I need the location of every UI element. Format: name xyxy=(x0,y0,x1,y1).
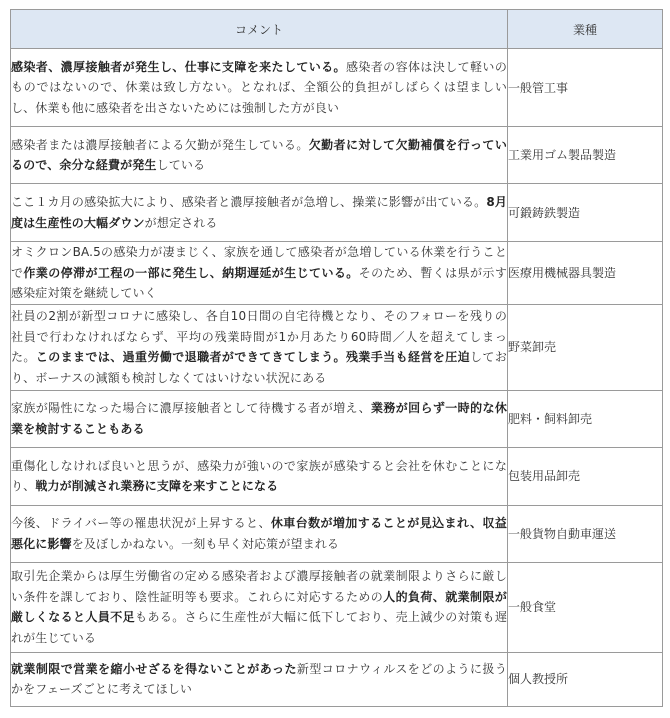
industry-cell: 包装用品卸売 xyxy=(508,447,663,505)
comment-text-bold: 8月度は生産性の大幅ダウン xyxy=(11,195,507,230)
comment-text: もある。さらに生産性が大幅に低下しており、売上減少の対策も遅れが生じている xyxy=(11,610,507,645)
table-row xyxy=(11,127,663,184)
table-row xyxy=(11,447,663,505)
comment-cell xyxy=(11,127,508,184)
comment-text-bold: 就業制限で営業を縮小せざるを得ないことがあった xyxy=(11,661,297,676)
industry-cell: 野菜卸売 xyxy=(508,304,663,390)
comment-cell xyxy=(11,304,508,390)
comment-text: 新型コロナウィルスをどのように扱うかをフェーズごとに考えてほしい xyxy=(11,661,507,696)
comment-text-bold: 業務が回らず一時的な休業を検討することもある xyxy=(11,401,507,436)
comment-text: しており、ボーナスの減額も検討しなくてはいけない状況にある xyxy=(11,350,507,385)
industry-cell: 一般管工事 xyxy=(508,49,663,127)
comment-text: している xyxy=(156,158,206,172)
comment-text-bold: 休車台数が増加することが見込まれ、収益悪化に影響 xyxy=(11,516,507,551)
comment-text-bold: 作業の停滞が工程の一部に発生し、納期遅延が生じている。 xyxy=(23,265,359,280)
comment-text: 今後、ドライバー等の罹患状況が上昇すると、 xyxy=(11,516,271,530)
table-row xyxy=(11,184,663,242)
comment-text: 感染者の容体は決して軽いのものではないので、休業は致し方ない。となれば、全額公的負担がしばらくは望ましいし、休業も他に感染者を出さないためには強制した方が良い xyxy=(11,59,507,115)
comment-text: 重傷化しなければ良いと思うが、感染力が強いので家族が感染すると会社を休むことになり、 xyxy=(11,458,507,493)
table-row xyxy=(11,562,663,652)
comment-text: 家族が陽性になった場合に濃厚接触者として待機する者が増え、 xyxy=(11,401,371,415)
comment-cell xyxy=(11,505,508,562)
comment-cell xyxy=(11,652,508,706)
comment-cell xyxy=(11,390,508,447)
comment-cell xyxy=(11,242,508,305)
comment-text: 感染者または濃厚接触者による欠勤が発生している。 xyxy=(11,137,309,152)
table-row xyxy=(11,505,663,562)
comment-text: オミクロンBA.5の感染力が凄まじく、家族を通して感染者が急増している休業を行うことで xyxy=(11,245,507,280)
industry-cell: 一般食堂 xyxy=(508,562,663,652)
industry-cell: 可鍛鋳鉄製造 xyxy=(508,184,663,242)
industry-cell: 肥料・飼料卸売 xyxy=(508,390,663,447)
table-row xyxy=(11,652,663,706)
comment-text: そのため、暫くは県が示す感染症対策を継続していく xyxy=(11,265,507,300)
industry-cell: 医療用機械器具製造 xyxy=(508,242,663,305)
comment-text: ここ１カ月の感染拡大により、感染者と濃厚接触者が急増し、操業に影響が出ている。 xyxy=(11,195,487,209)
comment-cell xyxy=(11,184,508,242)
comment-text-bold: このままでは、過重労働で退職者ができてきてしまう。残業手当も経営を圧迫 xyxy=(35,350,471,364)
table-row xyxy=(11,242,663,305)
comment-text: 取引先企業からは厚生労働省の定める感染者および濃厚接触者の就業制限よりさらに厳しい条件を課しており、陰性証明等も要求。これらに対応するための xyxy=(11,569,507,604)
comment-cell xyxy=(11,447,508,505)
table-row xyxy=(11,304,663,390)
table-row xyxy=(11,49,663,127)
comment-text: 社員の2割が新型コロナに感染し、各自10日間の自宅待機となり、そのフォローを残りの社員で行わなければならず、平均の残業時間が1か月あたり60時間／人を超えてしまった。 xyxy=(11,309,507,364)
table-row xyxy=(11,390,663,447)
comment-text-bold: 人的負荷、就業制限が厳しくなると人員不足 xyxy=(11,589,507,624)
comment-cell xyxy=(11,562,508,652)
comment-text: が想定される xyxy=(144,215,218,230)
comment-text-bold: 欠勤者に対して欠勤補償を行っているので、余分な経費が発生 xyxy=(11,137,507,172)
header-industry: 業種 xyxy=(508,10,663,49)
comment-text-bold: 感染者、濃厚接触者が発生し、仕事に支障を来たしている。 xyxy=(11,59,346,74)
comment-text: を及ぼしかねない。一刻も早く対応策が望まれる xyxy=(71,536,340,551)
industry-cell: 一般貨物自動車運送 xyxy=(508,505,663,562)
industry-cell: 個人教授所 xyxy=(508,652,663,706)
header-comment: コメント xyxy=(11,10,508,49)
comment-text-bold: 戦力が削減され業務に支障を来すことになる xyxy=(35,479,279,493)
comment-cell xyxy=(11,49,508,127)
comments-table xyxy=(10,9,663,707)
industry-cell: 工業用ゴム製品製造 xyxy=(508,127,663,184)
header-row xyxy=(11,10,663,49)
